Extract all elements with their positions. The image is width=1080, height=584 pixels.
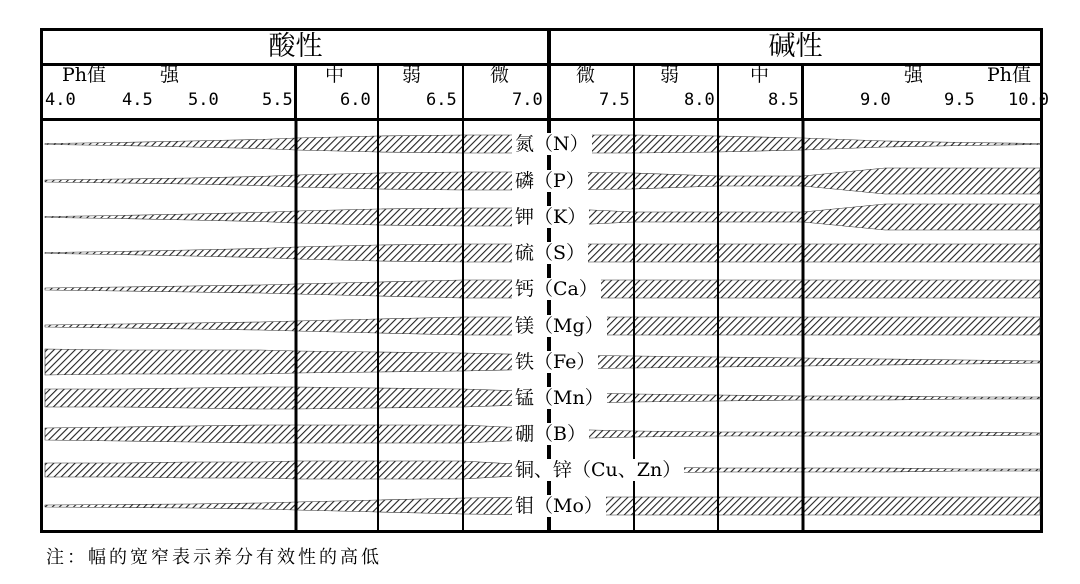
element-label: 硫（S） — [512, 242, 588, 264]
alk-slight-label: 微 — [576, 64, 596, 86]
element-label: 锰（Mn） — [512, 387, 607, 409]
acid-medium-label: 中 — [325, 64, 345, 86]
tick-label: 8.5 — [768, 90, 799, 110]
tick-label: 9.5 — [944, 90, 975, 110]
alk-ph-label: Ph值 — [987, 64, 1032, 86]
tick-label: 6.0 — [340, 90, 371, 110]
element-label: 铜、锌（Cu、Zn） — [512, 459, 684, 481]
tick-label: 5.0 — [188, 90, 219, 110]
acid-ph-label: Ph值 — [62, 64, 107, 86]
acid-weak-label: 弱 — [402, 64, 422, 86]
tick-label: 8.0 — [684, 90, 715, 110]
tick-label: 4.5 — [122, 90, 153, 110]
element-label: 铁（Fe） — [512, 351, 598, 373]
tick-label: 6.5 — [426, 90, 457, 110]
element-label: 磷（P） — [512, 170, 588, 192]
tick-label: 7.0 — [512, 90, 543, 110]
tick-label: 10.0 — [1008, 90, 1049, 110]
element-label: 氮（N） — [512, 133, 592, 155]
element-label: 镁（Mg） — [512, 315, 607, 337]
tick-label: 5.5 — [262, 90, 293, 110]
element-label: 钙（Ca） — [512, 278, 601, 300]
element-label: 硼（B） — [512, 423, 589, 445]
acid-strong-label: 强 — [160, 64, 180, 86]
acid-title: 酸性 — [268, 31, 323, 62]
element-label: 钼（Mo） — [512, 495, 606, 517]
tick-label: 4.0 — [45, 90, 76, 110]
alk-medium-label: 中 — [750, 64, 770, 86]
alkaline-title: 碱性 — [768, 31, 823, 62]
footnote: 注：幅的宽窄表示养分有效性的高低 — [46, 547, 382, 568]
element-label: 钾（K） — [512, 206, 589, 228]
tick-label: 9.0 — [860, 90, 891, 110]
tick-label: 7.5 — [599, 90, 630, 110]
alk-weak-label: 弱 — [660, 64, 680, 86]
acid-slight-label: 微 — [490, 64, 510, 86]
alk-strong-label: 强 — [904, 64, 924, 86]
